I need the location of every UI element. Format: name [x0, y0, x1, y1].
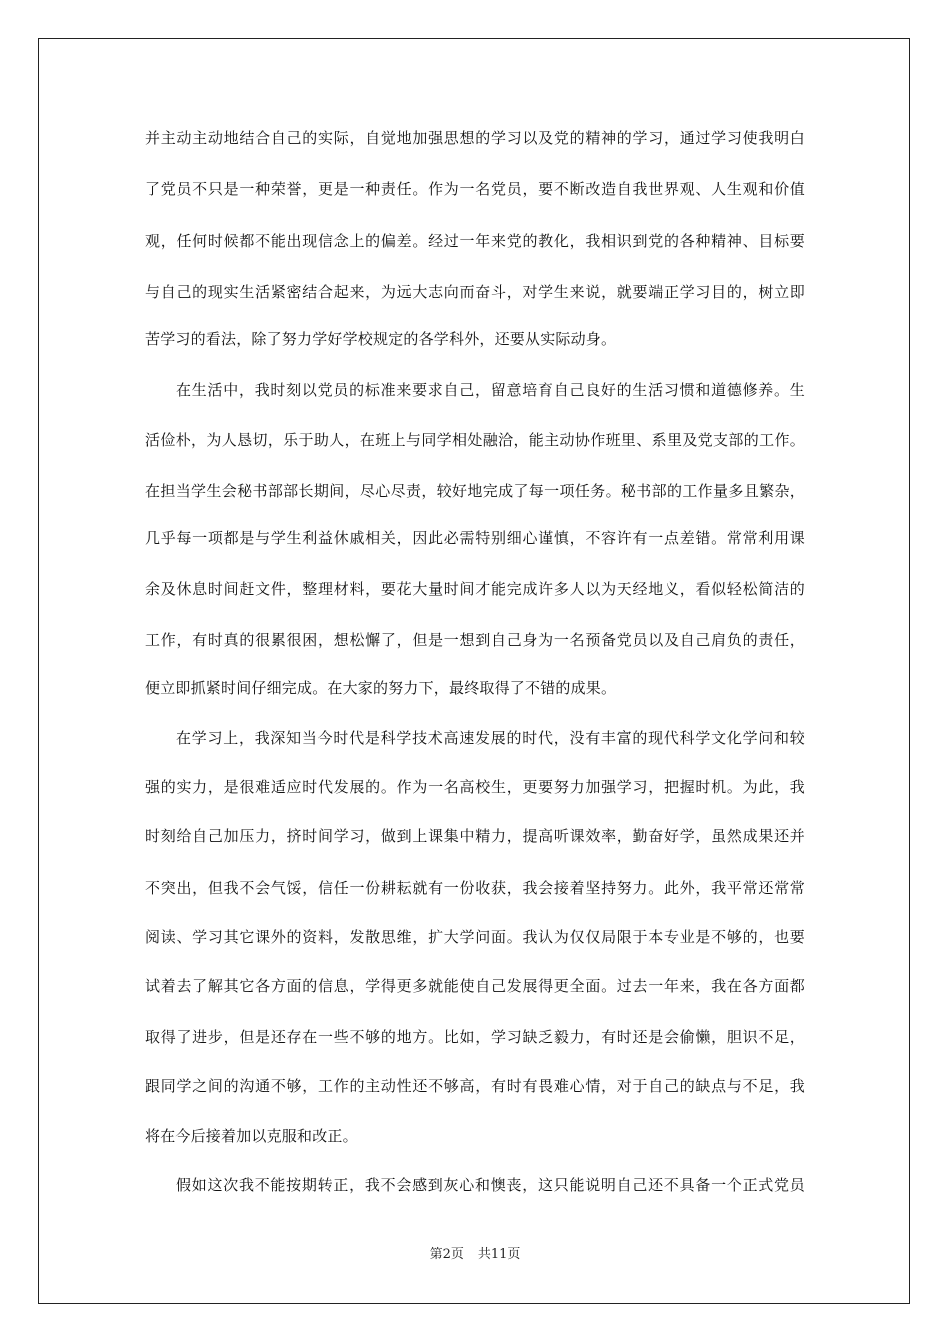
page-border — [38, 38, 910, 1304]
text-line: 强的实力，是很难适应时代发展的。作为一名高校生，更要努力加强学习，把握时机。为此，我 — [145, 778, 805, 796]
paragraph-start-line: 假如这次我不能按期转正，我不会感到灰心和懊丧，这只能说明自己还不具备一个正式党员 — [176, 1176, 805, 1194]
text-line: 活俭朴，为人恳切，乐于助人，在班上与同学相处融洽，能主动协作班里、系里及党支部的工作。 — [145, 431, 805, 449]
paragraph-start-line: 在学习上，我深知当今时代是科学技术高速发展的时代，没有丰富的现代科学文化学问和较 — [176, 729, 805, 747]
page-total: 共11页 — [477, 1247, 521, 1262]
paragraph-start-line: 在生活中，我时刻以党员的标准来要求自己，留意培育自己良好的生活习惯和道德修养。生 — [176, 381, 805, 399]
text-line: 在担当学生会秘书部部长期间，尽心尽责，较好地完成了每一项任务。秘书部的工作量多且繁杂， — [145, 482, 805, 500]
page-number: 第2页 — [429, 1247, 464, 1262]
text-line: 几乎每一项都是与学生利益休戚相关，因此必需特别细心谨慎，不容许有一点差错。常常利用课 — [145, 529, 805, 547]
text-line: 不突出，但我不会气馁，信任一份耕耘就有一份收获，我会接着坚持努力。此外，我平常还常常 — [145, 879, 805, 897]
text-line: 观，任何时候都不能出现信念上的偏差。经过一年来党的教化，我相识到党的各种精神、目标要 — [145, 232, 805, 250]
text-line: 苦学习的看法，除了努力学好学校规定的各学科外，还要从实际动身。 — [145, 330, 617, 348]
text-line: 便立即抓紧时间仔细完成。在大家的努力下，最终取得了不错的成果。 — [145, 679, 617, 697]
text-line: 取得了进步，但是还存在一些不够的地方。比如，学习缺乏毅力，有时还是会偷懒，胆识不足， — [145, 1028, 805, 1046]
text-line: 时刻给自己加压力，挤时间学习，做到上课集中精力，提高听课效率，勤奋好学，虽然成果还并 — [145, 827, 805, 845]
page-footer — [0, 1246, 950, 1264]
text-line: 工作，有时真的很累很困，想松懈了，但是一想到自己身为一名预备党员以及自己肩负的责任， — [145, 631, 805, 649]
text-line: 阅读、学习其它课外的资料，发散思维，扩大学问面。我认为仅仅局限于本专业是不够的，也要 — [145, 928, 805, 946]
text-line: 了党员不只是一种荣誉，更是一种责任。作为一名党员，要不断改造自我世界观、人生观和价值 — [145, 180, 805, 198]
text-line: 试着去了解其它各方面的信息，学得更多就能使自己发展得更全面。过去一年来，我在各方面都 — [145, 977, 805, 995]
text-line: 跟同学之间的沟通不够，工作的主动性还不够高，有时有畏难心情，对于自己的缺点与不足，我 — [145, 1077, 805, 1095]
text-line: 将在今后接着加以克服和改正。 — [145, 1127, 358, 1145]
text-line: 与自己的现实生活紧密结合起来，为远大志向而奋斗，对学生来说，就要端正学习目的，树立即 — [145, 283, 805, 301]
text-line: 余及休息时间赶文件，整理材料，要花大量时间才能完成许多人以为天经地义，看似轻松简洁的 — [145, 580, 805, 598]
text-line: 并主动主动地结合自己的实际，自觉地加强思想的学习以及党的精神的学习，通过学习使我明白 — [145, 129, 805, 147]
